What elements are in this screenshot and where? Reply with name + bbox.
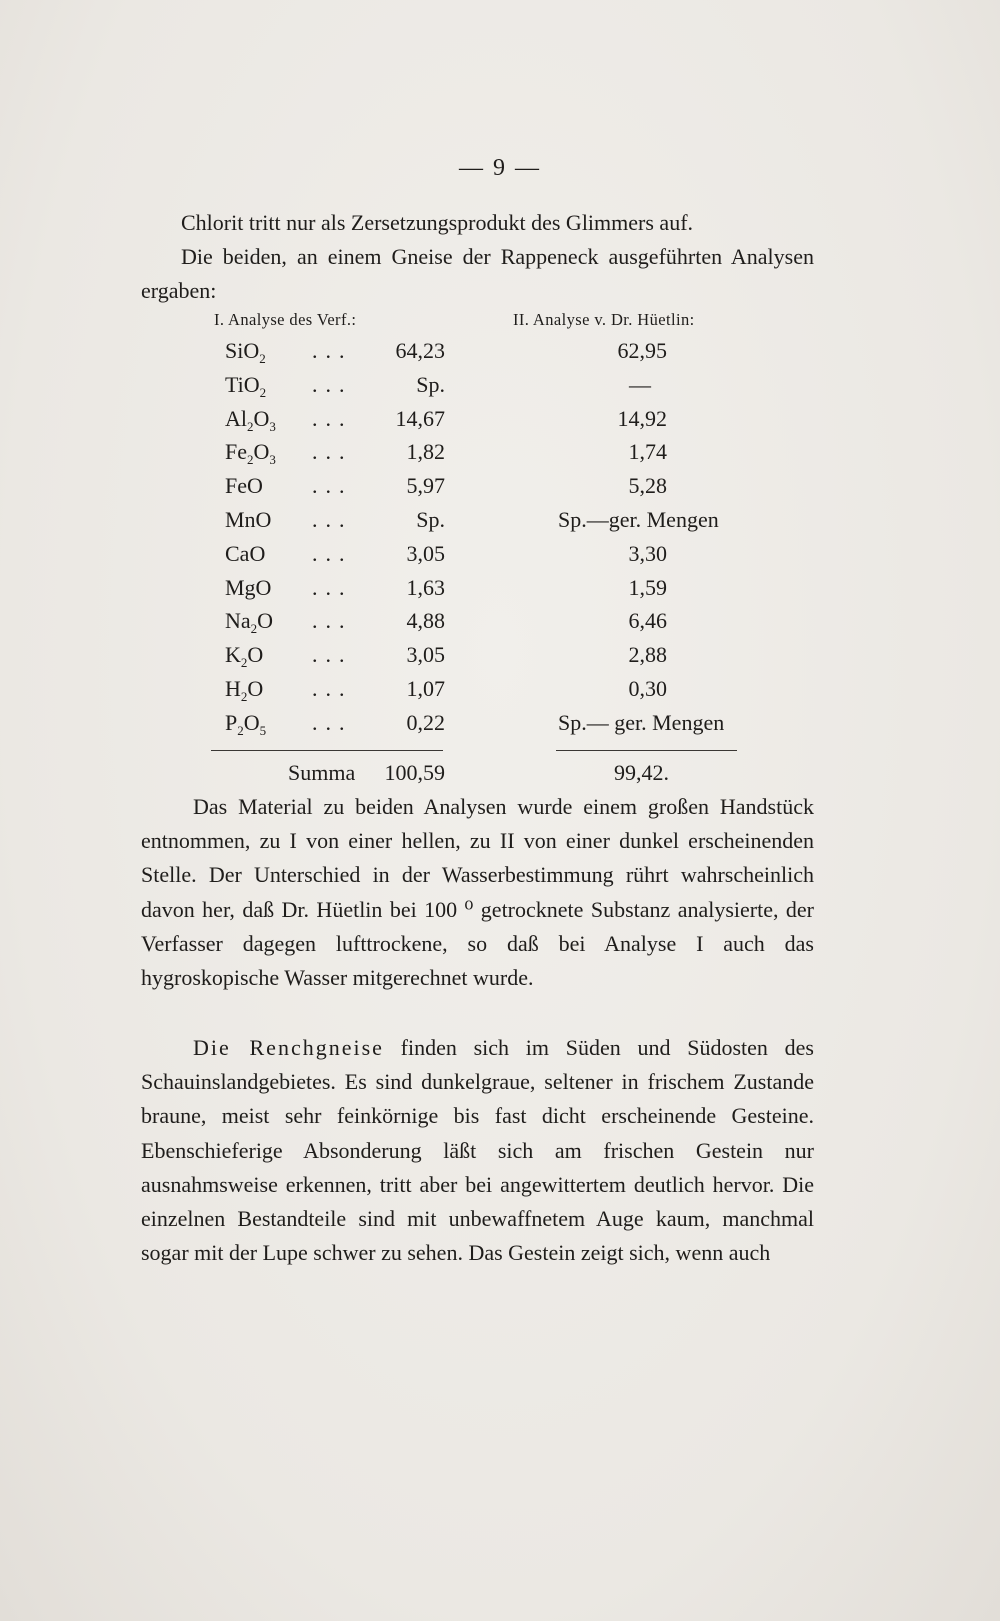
table-row: [0, 642, 1000, 676]
leader-dots: ...: [312, 507, 353, 532]
leader-dots: ...: [312, 574, 353, 600]
analysis-1-value: 0,22: [406, 709, 445, 735]
analysis-1-value: 1,07: [406, 676, 445, 701]
compound-name: $P_2O_5$: [225, 709, 267, 738]
analysis-2-value: 3,30: [628, 540, 667, 566]
analysis-2-value: 0,30: [628, 676, 667, 701]
analysis-1-value: Sp.: [416, 371, 445, 397]
table-row: [0, 575, 1000, 609]
compound-name: CaO: [225, 540, 266, 566]
compound-name: MnO: [225, 507, 272, 532]
leader-dots: ...: [312, 338, 353, 363]
summa-value-2: 99,42.: [614, 760, 669, 785]
analysis-1-value: 64,23: [395, 338, 445, 363]
analysis-2-value: Sp.— ger. Mengen: [558, 709, 725, 735]
table-row: [0, 338, 1000, 372]
analysis-1-header: I. Analyse des Verf.:: [214, 310, 357, 329]
compound-name: $H_2O$: [225, 676, 264, 704]
analysis-1-value: 3,05: [406, 540, 445, 566]
paragraph-3-text: finden sich im Süden und Südosten des Schauinslandgebietes. Es sind dunkelgraue, seltener in frischem Zustande braune, meist sehr feinkörnige bis fast dicht erscheinende Gesteine. Ebenschieferige Absonderung läßt sich am frischen Gestein nur ausnahmsweise erkennen, tritt aber bei angewittertem deutlich hervor. Die einzelnen Bestandteile sind mit unbewaffnetem Auge kaum, manchmal sogar mit der Lupe schwer zu sehen. Das Gestein zeigt sich, wenn auch: [141, 1035, 814, 1266]
table-row: [0, 676, 1000, 710]
analysis-2-value: 1,59: [628, 574, 667, 600]
compound-name: FeO: [225, 473, 263, 499]
intro-line-1: Chlorit tritt nur als Zersetzungsprodukt des Glimmers auf.: [181, 210, 694, 235]
leader-dots: ...: [312, 405, 353, 431]
leader-dots: ...: [312, 608, 353, 634]
table-row: [0, 608, 1000, 642]
analysis-1-value: Sp.: [416, 507, 445, 532]
analysis-1-value: 3,05: [406, 642, 445, 668]
compound-name: $Na_2O$: [225, 608, 274, 637]
leader-dots: ...: [312, 439, 353, 465]
table-row: [0, 439, 1000, 473]
analysis-1-value: 1,63: [406, 574, 445, 600]
analysis-2-value: 5,28: [628, 473, 667, 499]
analysis-1-value: 1,82: [406, 439, 445, 465]
analysis-2-value: 14,92: [617, 405, 667, 431]
table-row: [0, 372, 1000, 406]
compound-name: SiO$_2$: [225, 338, 266, 366]
table-row: [0, 406, 1000, 440]
leader-dots: ...: [312, 642, 353, 668]
compound-name: $K_2O$: [225, 642, 264, 671]
analysis-2-value: 1,74: [628, 439, 667, 465]
table-row: [0, 541, 1000, 575]
summa-rule-1: [211, 750, 443, 751]
summa-rule-2: [556, 750, 737, 751]
page-number: — 9 —: [459, 155, 541, 181]
leader-dots: ...: [312, 676, 353, 701]
analysis-2-header: II. Analyse v. Dr. Hüetlin:: [513, 310, 695, 329]
analysis-1-value: 4,88: [406, 608, 445, 634]
leader-dots: ...: [312, 709, 353, 735]
analysis-2-value: 2,88: [628, 642, 667, 668]
paragraph-3: [141, 1031, 814, 1270]
table-row: [0, 473, 1000, 507]
analysis-1-value: 14,67: [395, 405, 445, 431]
paragraph-3-spaced: Die Renchgneise: [193, 1035, 384, 1060]
leader-dots: ...: [312, 371, 353, 397]
summa-value-1: 100,59: [384, 760, 445, 785]
intro-line-2: Die beiden, an einem Gneise der Rappeneck ausgeführten Analysen ergaben:: [141, 244, 814, 304]
analysis-2-value: Sp.—ger. Mengen: [558, 507, 719, 532]
analysis-2-value: 6,46: [628, 608, 667, 634]
summa-label: Summa: [288, 760, 356, 785]
compound-name: TiO$_2$: [225, 371, 267, 400]
analysis-2-value: 62,95: [617, 338, 667, 363]
paragraph-2: Das Material zu beiden Analysen wurde einem großen Handstück entnommen, zu I von einer hellen, zu II von einer dunkel erscheinenden Stelle. Der Unterschied in der Wasserbestimmung rührt wahrscheinlich davon her, daß Dr. Hüetlin bei 100 ⁰ getrocknete Substanz analysierte, der Verfasser dagegen lufttrockene, so daß bei Analyse I auch das hygroskopische Wasser mitgerechnet wurde.: [141, 794, 814, 991]
analysis-1-value: 5,97: [406, 473, 445, 499]
compound-name: $Al_2O_3$: [225, 405, 276, 434]
table-row: [0, 710, 1000, 744]
table-row: [0, 507, 1000, 541]
leader-dots: ...: [312, 473, 353, 499]
compound-name: $Fe_2O_3$: [225, 439, 276, 468]
analysis-2-value: —: [629, 371, 651, 397]
compound-name: MgO: [225, 574, 272, 600]
leader-dots: ...: [312, 540, 353, 566]
